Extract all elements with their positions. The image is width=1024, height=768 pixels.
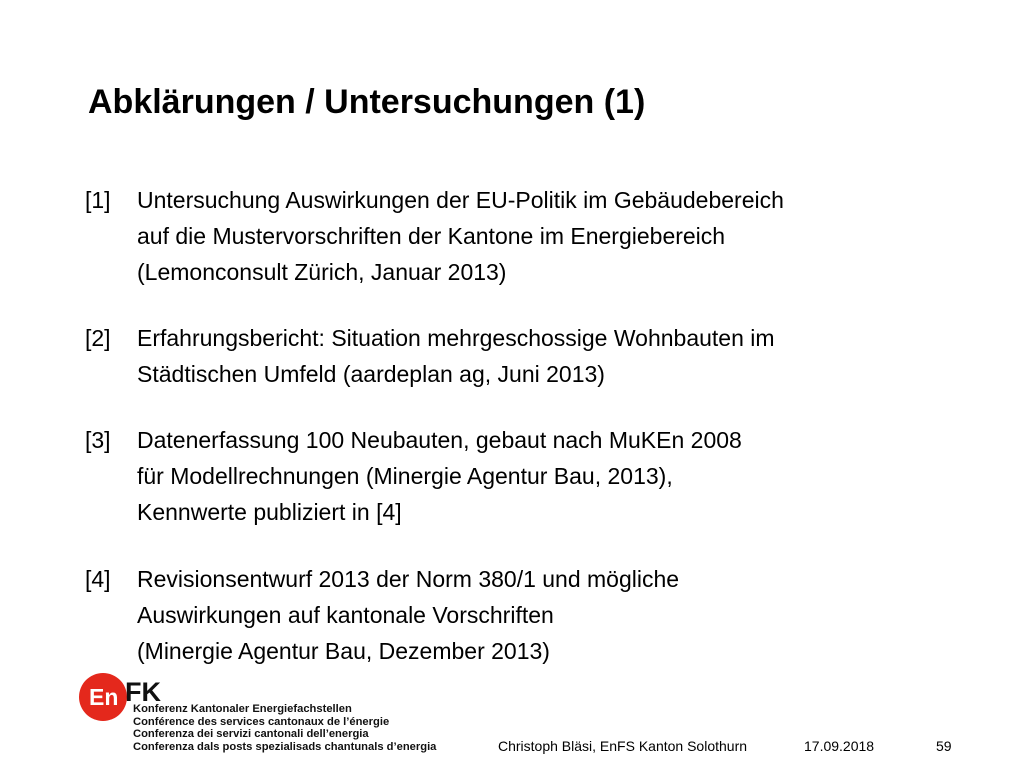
logo-text-en: En	[89, 684, 119, 710]
reference-number: [1]	[85, 187, 111, 213]
reference-line: Untersuchung Auswirkungen der EU-Politik im Gebäudebereich	[137, 187, 784, 213]
organization-name: Konferenz Kantonaler Energiefachstellen	[133, 703, 352, 715]
organization-name: Conferenza dals posts spezialisads chantunals d’energia	[133, 740, 437, 753]
reference-line: Auswirkungen auf kantonale Vorschriften	[137, 602, 554, 628]
reference-line: Revisionsentwurf 2013 der Norm 380/1 und mögliche	[137, 566, 680, 592]
reference-line: Kennwerte publiziert in [4]	[137, 499, 402, 525]
reference-text	[137, 561, 679, 669]
slide-title: Abklärungen / Untersuchungen (1)	[88, 83, 646, 121]
reference-line: für Modellrechnungen (Minergie Agentur Bau, 2013),	[137, 463, 673, 489]
page-number: 59	[936, 738, 952, 754]
reference-text	[137, 182, 784, 290]
reference-line: Städtischen Umfeld (aardeplan ag, Juni 2013)	[137, 361, 605, 387]
organization-name: Conferenza dei servizi cantonali dell’energia	[133, 728, 369, 740]
reference-line: auf die Mustervorschriften der Kantone im Energiebereich	[137, 223, 726, 249]
reference-line: Erfahrungsbericht: Situation mehrgeschossige Wohnbauten im	[137, 325, 775, 351]
reference-text	[137, 320, 775, 392]
organization-names	[133, 703, 436, 753]
logo-text-fk: FK	[125, 677, 161, 707]
reference-number: [3]	[85, 427, 111, 453]
organization-name: Conférence des services cantonaux de l’énergie	[133, 715, 390, 728]
footer-date: 17.09.2018	[804, 738, 875, 754]
reference-line: (Lemonconsult Zürich, Januar 2013)	[137, 259, 507, 285]
reference-number: [4]	[85, 566, 111, 592]
reference-line: (Minergie Agentur Bau, Dezember 2013)	[137, 638, 550, 664]
reference-number: [2]	[85, 325, 111, 351]
footer-author: Christoph Bläsi, EnFS Kanton Solothurn	[498, 738, 748, 754]
reference-line: Datenerfassung 100 Neubauten, gebaut nach MuKEn 2008	[137, 427, 742, 453]
reference-text	[137, 422, 742, 530]
